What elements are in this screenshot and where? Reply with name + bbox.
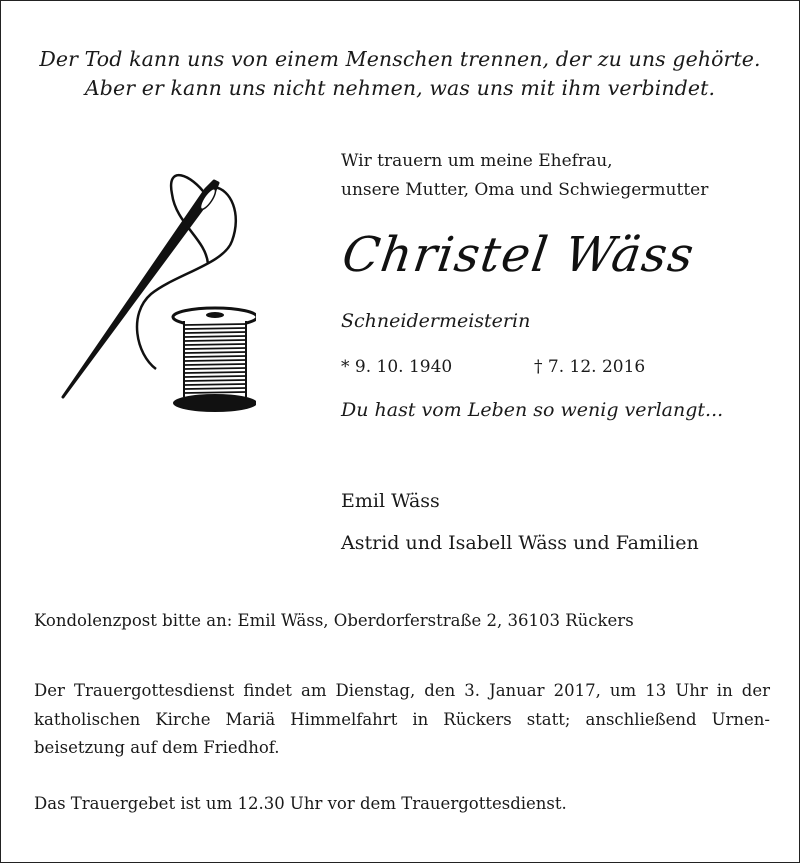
needle-and-thread-spool-icon: [56, 169, 256, 421]
quote-line-2: Aber er kann uns nicht nehmen, was uns mit ihm verbindet.: [84, 76, 716, 100]
quote-line-1: Der Tod kann uns von einem Menschen trennen, der zu uns gehörte.: [39, 47, 761, 71]
intro-line-1: Wir trauern um meine Ehefrau,: [341, 151, 613, 171]
mourner-line-2: Astrid und Isabell Wäss und Familien: [341, 532, 699, 554]
condolence-address: Kondolenzpost bitte an: Emil Wäss, Oberdorferstraße 2, 36103 Rückers: [34, 611, 634, 630]
service-line-2: katholischen Kirche Mariä Himmelfahrt in Rückers statt; anschließend Urnen-: [34, 709, 770, 729]
service-line-3: beisetzung auf dem Friedhof.: [34, 738, 280, 757]
intro-text: [341, 147, 708, 205]
death-date: † 7. 12. 2016: [534, 357, 646, 377]
service-line-1: Der Trauergottesdienst findet am Dienstag, den 3. Januar 2017, um 13 Uhr in der: [34, 681, 770, 700]
prayer-info: Das Trauergebet ist um 12.30 Uhr vor dem Trauergottesdienst.: [34, 794, 567, 813]
birth-date: * 9. 10. 1940: [341, 357, 453, 377]
motto: Du hast vom Leben so wenig verlangt...: [341, 399, 724, 421]
mourner-line-1: Emil Wäss: [341, 490, 440, 512]
deceased-name: Christel Wäss: [339, 227, 699, 283]
spool-icon: [173, 308, 256, 412]
profession: Schneidermeisterin: [341, 310, 531, 332]
intro-line-2: unsere Mutter, Oma und Schwiegermutter: [341, 180, 709, 200]
opening-quote: [1, 45, 799, 103]
service-info: [34, 677, 770, 763]
